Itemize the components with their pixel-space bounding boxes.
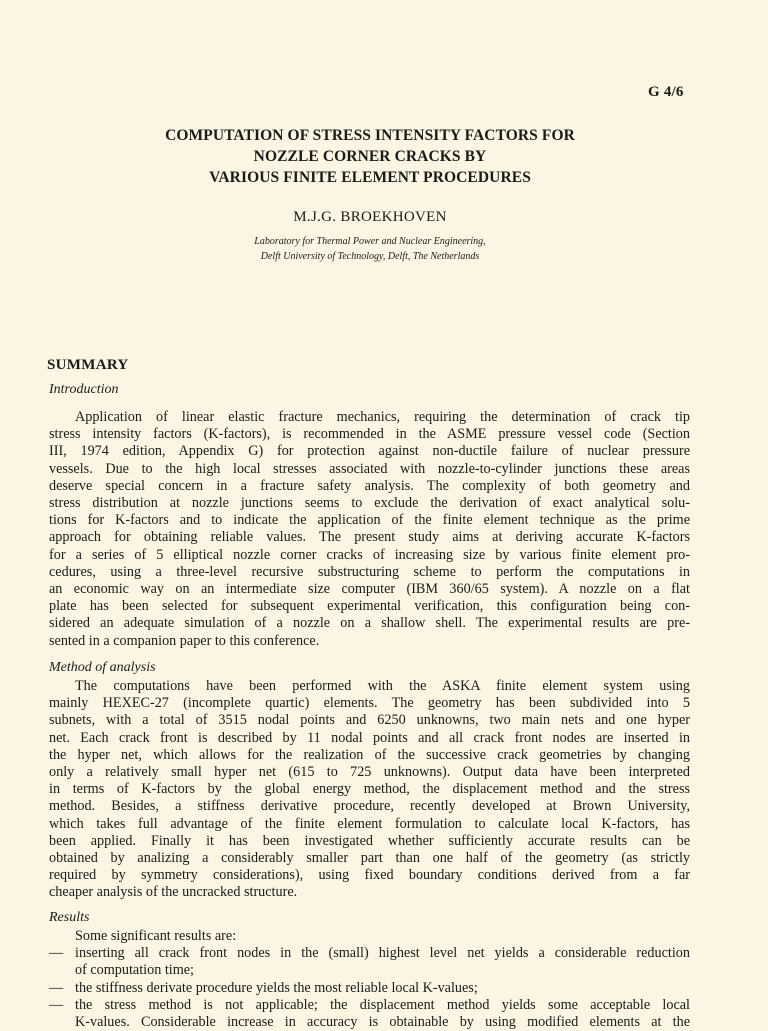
- title-line: COMPUTATION OF STRESS INTENSITY FACTORS FOR: [165, 127, 575, 144]
- text-line: for a series of 5 elliptical nozzle corner cracks of increasing size by various finite element pro-: [49, 546, 690, 563]
- text-line: approach for obtaining reliable values. The present study aims at deriving accurate K-factors: [49, 529, 690, 546]
- text-line: cedures, using a three-level recursive substructuring scheme to perform the computations in: [49, 563, 690, 580]
- text-line: mainly HEXEC-27 (incomplete quartic) elements. The geometry has been subdivided into 5: [49, 695, 690, 712]
- text-line: vessels. Due to the high local stresses associated with nozzle-to-cylinder junctions these areas: [49, 460, 690, 477]
- text-line: Application of linear elastic fracture mechanics, requiring the determination of crack tip: [75, 409, 690, 425]
- summary-heading: SUMMARY: [47, 357, 129, 373]
- bullet-dash: —: [49, 945, 64, 962]
- affiliation-line: Laboratory for Thermal Power and Nuclear Engineering,: [254, 236, 486, 247]
- bullet-dash: —: [49, 979, 64, 996]
- text-line: sented in a companion paper to this conference.: [49, 632, 320, 649]
- text-line: which takes full advantage of the finite element formulation to calculate local K-factors, has: [49, 815, 690, 832]
- text-line: sidered an adequate simulation of a nozzle on a shallow shell. The experimental results are pre-: [49, 615, 690, 632]
- text-line: been applied. Finally it has been investigated whether sufficiently accurate results can be: [49, 832, 690, 849]
- text-line: K-values. Considerable increase in accuracy is obtainable by using modified elements at the: [75, 1014, 690, 1031]
- method-paragraph: [49, 678, 690, 902]
- bullet-dash: —: [49, 996, 64, 1013]
- text-line: method. Besides, a stiffness derivative procedure, recently developed at Brown University,: [49, 798, 690, 815]
- text-line: cheaper analysis of the uncracked structure.: [49, 884, 298, 901]
- introduction-paragraph: [49, 409, 690, 650]
- list-item: [49, 980, 690, 997]
- text-line: net. Each crack front is described by 11 nodal points and all crack front nodes are inserted in: [49, 729, 690, 746]
- text-line: only a relatively small hyper net (615 to 725 unknowns). Output data have been interpreted: [49, 764, 690, 781]
- paper-title: [90, 125, 650, 188]
- text-line: of computation time;: [75, 962, 194, 979]
- text-line: the stress method is not applicable; the displacement method yields some acceptable local: [75, 996, 690, 1013]
- title-line: NOZZLE CORNER CRACKS BY: [253, 148, 487, 165]
- list-item: [49, 997, 690, 1031]
- text-line: stress distribution at nozzle junctions seems to exclude the derivation of exact analytical solu-: [49, 495, 690, 512]
- affiliation: [90, 234, 650, 264]
- text-line: plate has been selected for subsequent experimental verification, this configuration being con-: [49, 598, 690, 615]
- title-line: VARIOUS FINITE ELEMENT PROCEDURES: [209, 169, 531, 186]
- results-list: [49, 928, 690, 1031]
- text-line: in terms of K-factors by the global energy method, the displacement method and the stress: [49, 781, 690, 798]
- author-name: M.J.G. BROEKHOVEN: [293, 209, 447, 225]
- text-line: an economic way on an intermediate size computer (IBM 360/65 system). A nozzle on a flat: [49, 581, 690, 598]
- affiliation-line: Delft University of Technology, Delft, The Netherlands: [260, 251, 480, 262]
- text-line: III, 1974 edition, Appendix G) for protection against non-ductile failure of nuclear pressure: [49, 443, 690, 460]
- method-heading: Method of analysis: [49, 660, 156, 675]
- results-heading: Results: [49, 910, 90, 925]
- text-line: obtained by analizing a considerably smaller part than one half of the geometry (as strictly: [49, 850, 690, 867]
- text-line: the stiffness derivate procedure yields the most reliable local K-values;: [75, 979, 478, 996]
- list-item: [49, 945, 690, 979]
- text-line: The computations have been performed with the ASKA finite element system using: [75, 678, 690, 694]
- text-line: inserting all crack front nodes in the (small) highest level net yields a considerable reduction: [75, 945, 690, 962]
- text-line: tions for K-factors and to indicate the application of the finite element technique as the prime: [49, 512, 690, 529]
- paper-code: G 4/6: [648, 84, 684, 100]
- text-line: subnets, with a total of 3515 nodal points and 6250 unknowns, two main nets and one hyper: [49, 712, 690, 729]
- results-lead: Some significant results are:: [75, 928, 237, 944]
- introduction-heading: Introduction: [49, 382, 119, 397]
- text-line: the hyper net, which allows for the realization of the successive crack geometries by changing: [49, 746, 690, 763]
- text-line: deserve special concern in a fracture safety analysis. The complexity of both geometry and: [49, 477, 690, 494]
- text-line: required by symmetry considerations), using fixed boundary conditions derived from a far: [49, 867, 690, 884]
- text-line: stress intensity factors (K-factors), is recommended in the ASME pressure vessel code (Section: [49, 426, 690, 443]
